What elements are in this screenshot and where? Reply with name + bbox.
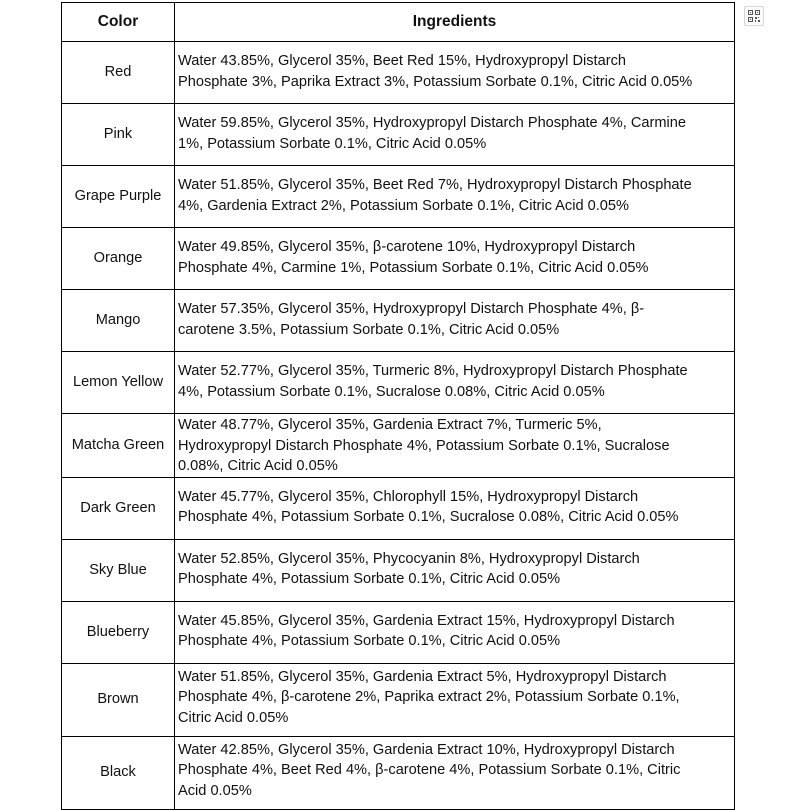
ingredients-cell: Water 45.85%, Glycerol 35%, Gardenia Extract 15%, Hydroxypropyl Distarch Phosphate 4%, Potassium Sorbate 0.1%, Citric Acid 0.05% <box>175 601 735 663</box>
ingredients-cell: Water 51.85%, Glycerol 35%, Gardenia Extract 5%, Hydroxypropyl Distarch Phosphate 4%, β-carotene 2%, Paprika extract 2%, Potassium Sorbate 0.1%, Citric Acid 0.05% <box>175 663 735 736</box>
table-row <box>62 42 735 104</box>
table-row <box>62 601 735 663</box>
color-cell: Grape Purple <box>62 166 175 228</box>
ingredients-cell: Water 51.85%, Glycerol 35%, Beet Red 7%, Hydroxypropyl Distarch Phosphate 4%, Gardenia Extract 2%, Potassium Sorbate 0.1%, Citric Acid 0.05% <box>175 166 735 228</box>
table-row <box>62 539 735 601</box>
table-row <box>62 352 735 414</box>
header-ingredients: Ingredients <box>175 3 735 42</box>
color-cell: Orange <box>62 228 175 290</box>
color-cell: Dark Green <box>62 477 175 539</box>
ingredients-cell: Water 48.77%, Glycerol 35%, Gardenia Extract 7%, Turmeric 5%, Hydroxypropyl Distarch Phosphate 4%, Potassium Sorbate 0.1%, Sucralose 0.08%, Citric Acid 0.05% <box>175 414 735 478</box>
color-cell: Blueberry <box>62 601 175 663</box>
table-row <box>62 228 735 290</box>
table-row <box>62 477 735 539</box>
ingredients-cell: Water 42.85%, Glycerol 35%, Gardenia Extract 10%, Hydroxypropyl Distarch Phosphate 4%, Beet Red 4%, β-carotene 4%, Potassium Sorbate 0.1%, Citric Acid 0.05% <box>175 736 735 809</box>
table-row <box>62 414 735 478</box>
color-cell: Mango <box>62 290 175 352</box>
qr-code-glyph <box>748 10 760 22</box>
table-row <box>62 663 735 736</box>
table-row <box>62 104 735 166</box>
ingredients-cell: Water 43.85%, Glycerol 35%, Beet Red 15%, Hydroxypropyl Distarch Phosphate 3%, Paprika Extract 3%, Potassium Sorbate 0.1%, Citric Acid 0.05% <box>175 42 735 104</box>
header-color: Color <box>62 3 175 42</box>
color-cell: Matcha Green <box>62 414 175 478</box>
color-cell: Black <box>62 736 175 809</box>
ingredients-cell: Water 52.85%, Glycerol 35%, Phycocyanin 8%, Hydroxypropyl Distarch Phosphate 4%, Potassium Sorbate 0.1%, Citric Acid 0.05% <box>175 539 735 601</box>
table-row <box>62 736 735 809</box>
ingredients-cell: Water 57.35%, Glycerol 35%, Hydroxypropyl Distarch Phosphate 4%, β- carotene 3.5%, Potassium Sorbate 0.1%, Citric Acid 0.05% <box>175 290 735 352</box>
color-cell: Brown <box>62 663 175 736</box>
ingredients-cell: Water 59.85%, Glycerol 35%, Hydroxypropyl Distarch Phosphate 4%, Carmine 1%, Potassium Sorbate 0.1%, Citric Acid 0.05% <box>175 104 735 166</box>
table-row <box>62 290 735 352</box>
color-cell: Red <box>62 42 175 104</box>
ingredients-cell: Water 52.77%, Glycerol 35%, Turmeric 8%, Hydroxypropyl Distarch Phosphate 4%, Potassium Sorbate 0.1%, Sucralose 0.08%, Citric Acid 0.05% <box>175 352 735 414</box>
table-header-row <box>62 3 735 42</box>
table-row <box>62 166 735 228</box>
color-cell: Sky Blue <box>62 539 175 601</box>
color-cell: Pink <box>62 104 175 166</box>
qr-code-icon[interactable] <box>744 6 764 26</box>
ingredients-cell: Water 49.85%, Glycerol 35%, β-carotene 10%, Hydroxypropyl Distarch Phosphate 4%, Carmine 1%, Potassium Sorbate 0.1%, Citric Acid 0.05% <box>175 228 735 290</box>
ingredients-table <box>61 2 735 810</box>
ingredients-cell: Water 45.77%, Glycerol 35%, Chlorophyll 15%, Hydroxypropyl Distarch Phosphate 4%, Potassium Sorbate 0.1%, Sucralose 0.08%, Citric Acid 0.05% <box>175 477 735 539</box>
color-cell: Lemon Yellow <box>62 352 175 414</box>
